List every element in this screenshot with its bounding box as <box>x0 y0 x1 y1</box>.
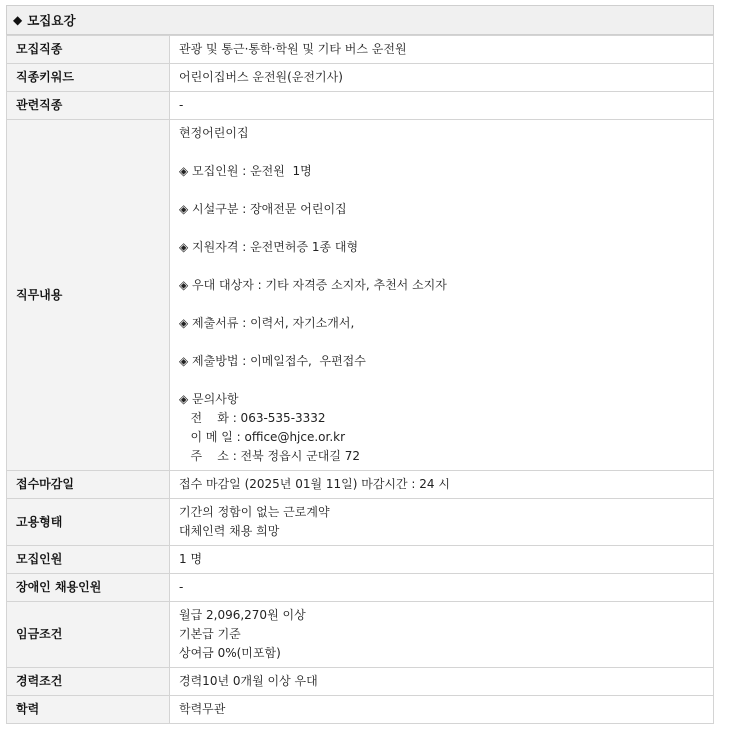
duties-line: ◈ 제출서류 : 이력서, 자기소개서, <box>179 316 355 330</box>
wage-line: 상여금 0%(미포함) <box>179 646 281 660</box>
duties-line: ◈ 문의사항 <box>179 392 239 406</box>
row-label-deadline: 접수마감일 <box>7 471 170 499</box>
section-title: 모집요강 <box>27 13 76 28</box>
duties-line: 전 화 : 063-535-3332 <box>179 411 326 425</box>
duties-line: 주 소 : 전북 정읍시 군대길 72 <box>179 449 361 463</box>
section-header <box>6 5 714 35</box>
table-row <box>7 499 714 546</box>
table-row <box>7 602 714 668</box>
table-row <box>7 546 714 574</box>
row-label-disabled: 장애인 채용인원 <box>7 574 170 602</box>
row-label-employment: 고용형태 <box>7 499 170 546</box>
diamond-icon: ◆ <box>13 13 23 27</box>
row-label-education: 학력 <box>7 696 170 724</box>
row-label-career: 경력조건 <box>7 668 170 696</box>
row-value-wage <box>170 602 714 668</box>
row-value-duties <box>170 120 714 471</box>
table-row <box>7 471 714 499</box>
recruitment-section <box>6 5 714 724</box>
table-row <box>7 92 714 120</box>
employment-line: 기간의 정함이 없는 근로계약 <box>179 505 330 519</box>
row-label-headcount: 모집인원 <box>7 546 170 574</box>
row-label-keyword: 직종키워드 <box>7 64 170 92</box>
table-row <box>7 668 714 696</box>
table-row <box>7 696 714 724</box>
table-row <box>7 574 714 602</box>
row-value-disabled: - <box>170 574 714 602</box>
row-value-related: - <box>170 92 714 120</box>
row-value-deadline: 접수 마감일 (2025년 01월 11일) 마감시간 : 24 시 <box>170 471 714 499</box>
table-row <box>7 120 714 471</box>
row-value-employment <box>170 499 714 546</box>
duties-line: ◈ 모집인원 : 운전원 1명 <box>179 164 312 178</box>
table-row <box>7 36 714 64</box>
duties-line: ◈ 제출방법 : 이메일접수, 우편접수 <box>179 354 366 368</box>
wage-line: 기본급 기준 <box>179 627 241 641</box>
row-value-job-type: 관광 및 통근·통학·학원 및 기타 버스 운전원 <box>170 36 714 64</box>
table-row <box>7 64 714 92</box>
row-value-education: 학력무관 <box>170 696 714 724</box>
duties-line: 현정어린이집 <box>179 126 249 140</box>
wage-line: 월급 2,096,270원 이상 <box>179 608 306 622</box>
row-value-keyword: 어린이집버스 운전원(운전기사) <box>170 64 714 92</box>
row-label-related: 관련직종 <box>7 92 170 120</box>
duties-line: ◈ 우대 대상자 : 기타 자격증 소지자, 추천서 소지자 <box>179 278 447 292</box>
duties-line: 이 메 일 : office@hjce.or.kr <box>179 430 346 444</box>
row-value-headcount: 1 명 <box>170 546 714 574</box>
employment-line: 대체인력 채용 희망 <box>179 524 280 538</box>
row-label-duties: 직무내용 <box>7 120 170 471</box>
row-label-wage: 임금조건 <box>7 602 170 668</box>
recruitment-table <box>6 35 714 724</box>
row-value-career: 경력10년 0개월 이상 우대 <box>170 668 714 696</box>
duties-line: ◈ 시설구분 : 장애전문 어린이집 <box>179 202 347 216</box>
row-label-job-type: 모집직종 <box>7 36 170 64</box>
duties-line: ◈ 지원자격 : 운전면허증 1종 대형 <box>179 240 359 254</box>
